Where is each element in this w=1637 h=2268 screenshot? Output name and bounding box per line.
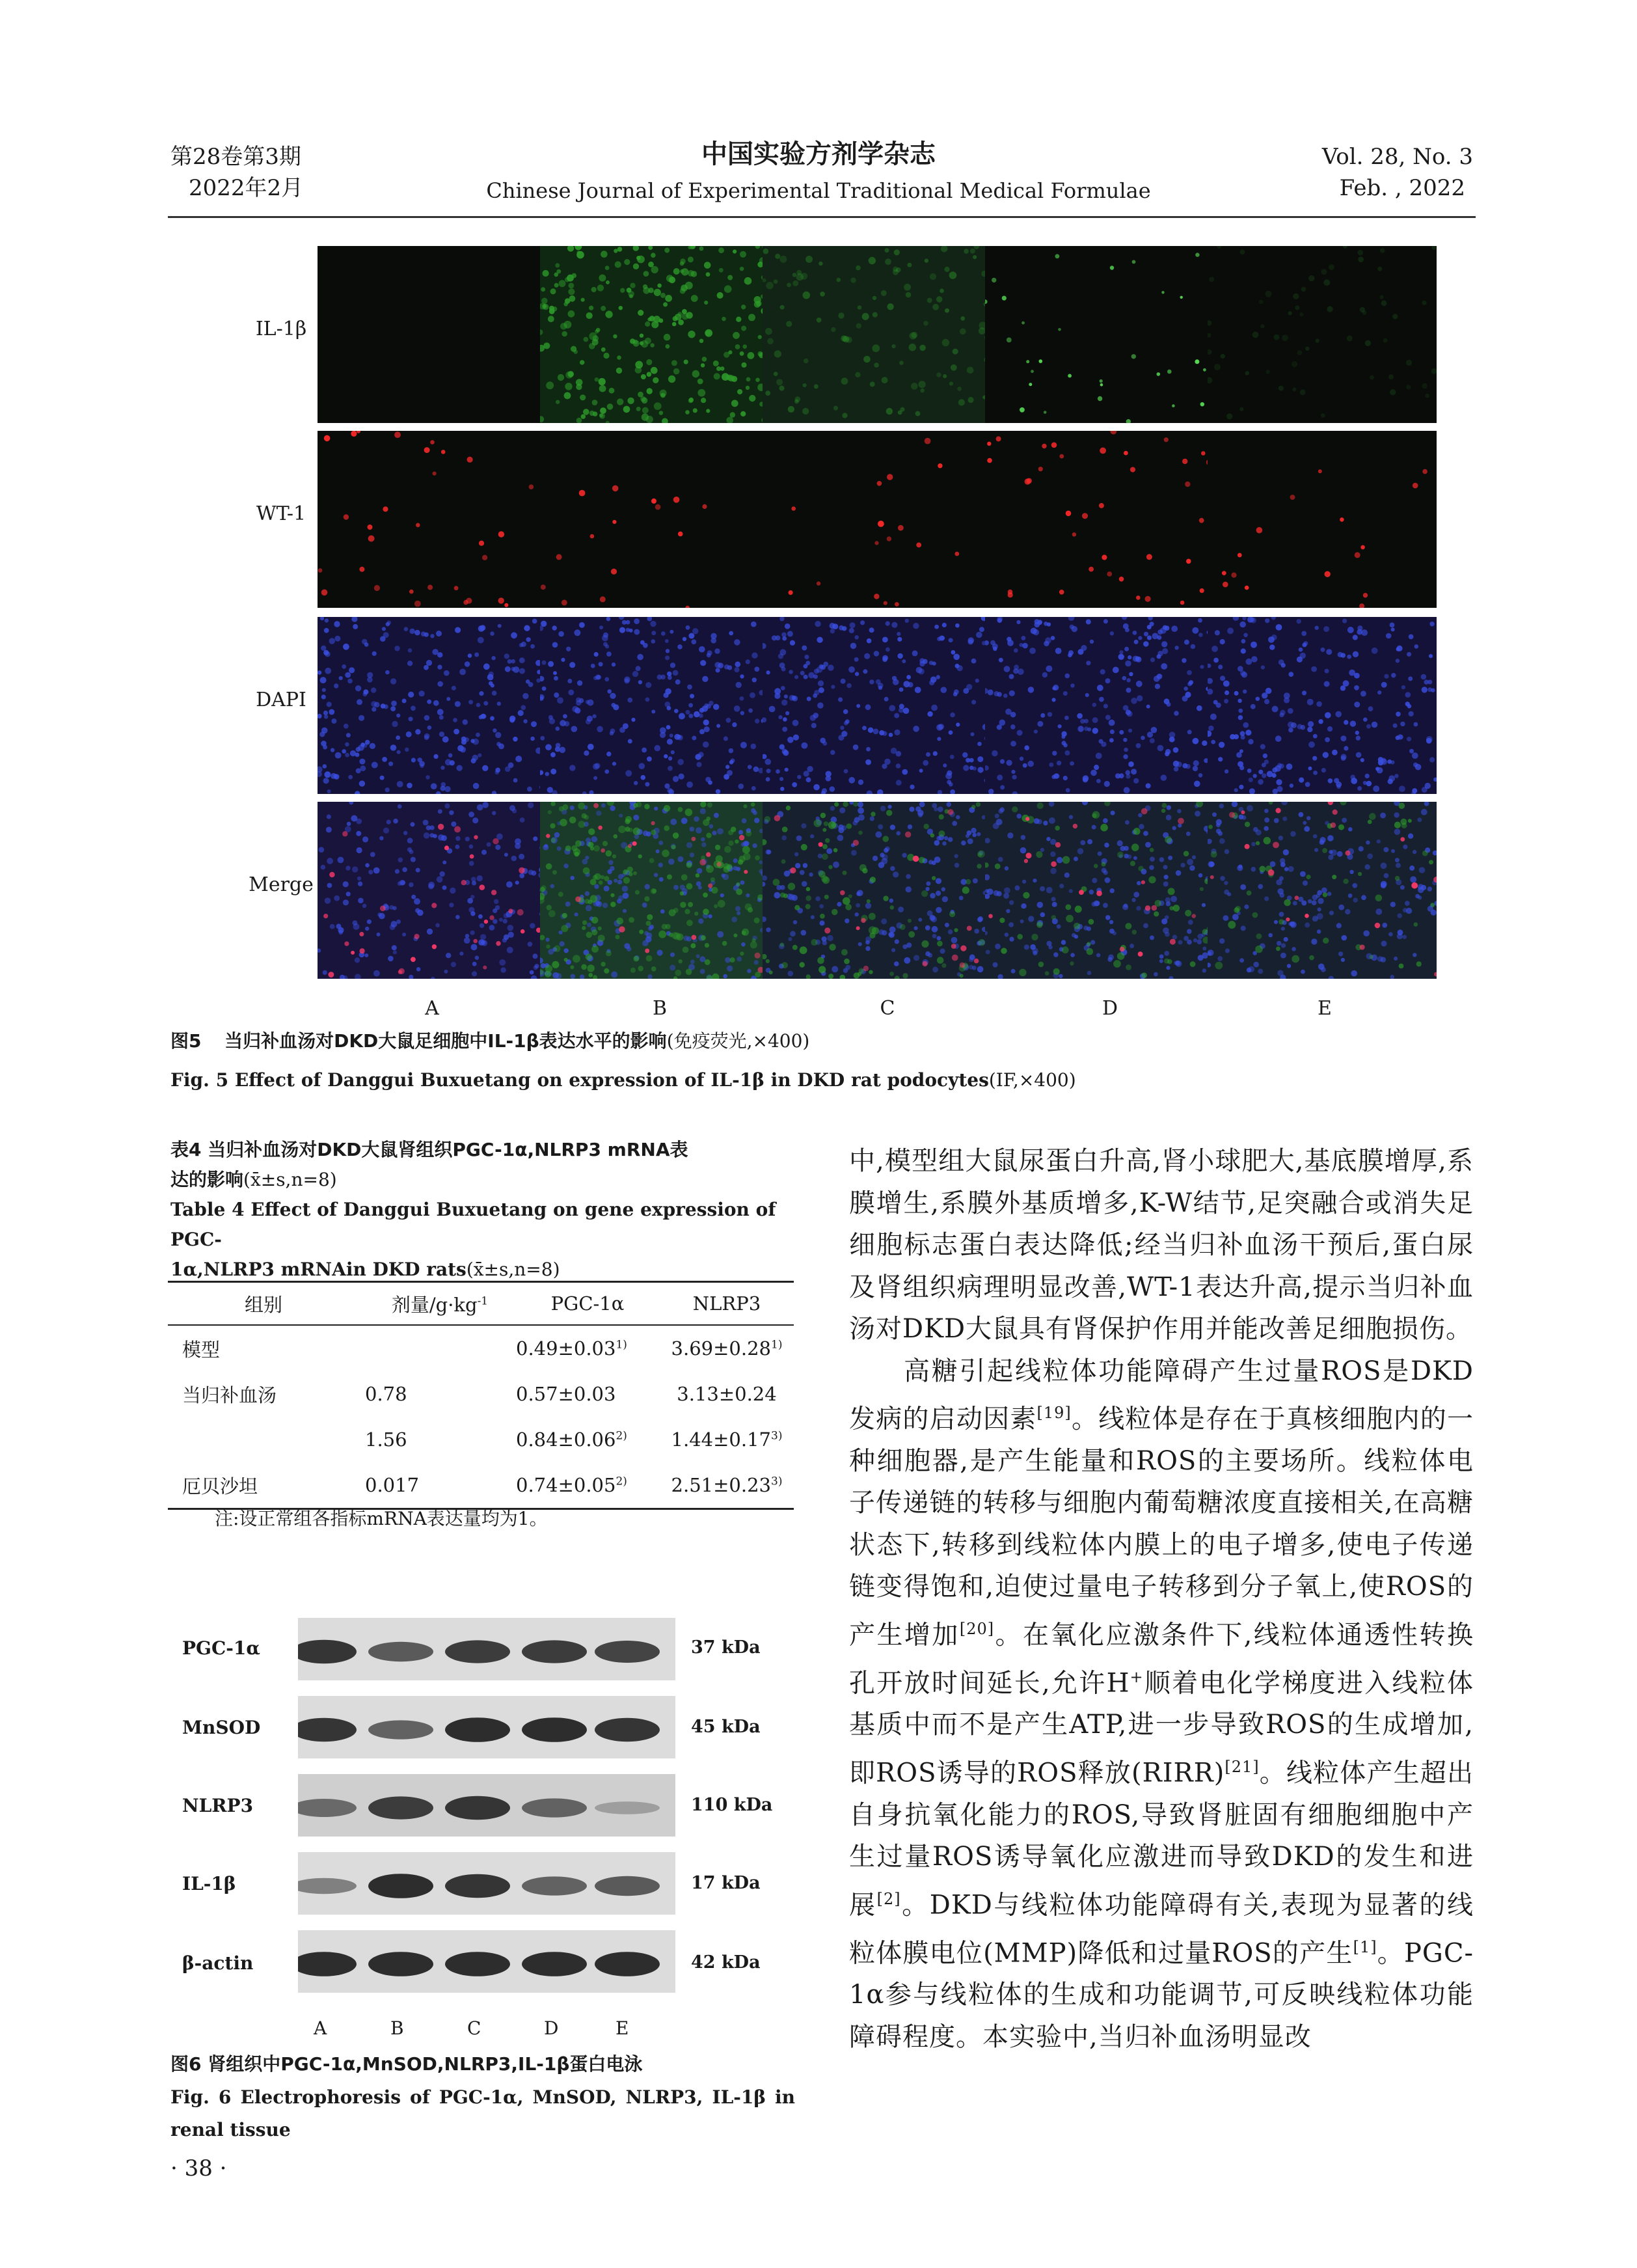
- col-header-dose: 剂量$/g\cdot kg^{-1}$: [345, 1282, 515, 1326]
- lane-label-c: C: [467, 2017, 481, 2039]
- figure-6-caption-en-line1: Fig. 6 Electrophoresis of PGC-1α, MnSOD, NLRP3, IL-1β in: [170, 2086, 795, 2108]
- blot-band: [445, 1796, 510, 1820]
- blot-label-pgc1a: PGC-1α: [182, 1637, 260, 1659]
- blot-band: [368, 1874, 433, 1898]
- issue-date: 2022年2月: [189, 175, 304, 201]
- row-label-dapi: DAPI: [256, 689, 306, 711]
- journal-title-cn: 中国实验方剂学杂志: [701, 139, 936, 169]
- panel-wt1-e: [1208, 431, 1437, 608]
- blot-band: [522, 1798, 587, 1817]
- journal-title-en: Chinese Journal of Experimental Traditional Medical Formulae: [486, 178, 1151, 203]
- table-row: 模型 $0.49\pm 0.03^{1)}$ $3.69\pm 0.28^{1)}$: [182, 1337, 783, 1361]
- blot-band: [595, 1641, 660, 1663]
- citation-1: [1]: [1353, 1937, 1377, 1956]
- citation-21: [21]: [1224, 1757, 1260, 1776]
- blot-band: [522, 1717, 587, 1742]
- kda-mnsod: 45 kDa: [691, 1717, 761, 1737]
- panel-merge-a: [318, 802, 547, 979]
- blot-band: [595, 1801, 660, 1814]
- blot-strip-mnsod: [298, 1696, 675, 1758]
- blot-label-il1b: IL-1β: [182, 1873, 236, 1894]
- blot-label-bactin: β-actin: [182, 1952, 254, 1974]
- row-label-merge: Merge: [249, 873, 314, 896]
- col-header-group: 组别: [168, 1282, 345, 1326]
- date-en: Feb. , 2022: [1339, 175, 1465, 201]
- lane-label-e: E: [616, 2017, 629, 2039]
- panel-merge-c: [763, 802, 992, 979]
- panel-wt1-c: [763, 431, 992, 608]
- col-header-nlrp3: NLRP3: [660, 1282, 794, 1326]
- blot-label-mnsod: MnSOD: [182, 1717, 261, 1738]
- blot-strip-actin: [298, 1930, 675, 1993]
- col-header-pgc1a: PGC-1α: [515, 1282, 660, 1326]
- kda-il1b: 17 kDa: [691, 1873, 761, 1893]
- panel-wt1-a: [318, 431, 547, 608]
- row-label-il1b: IL-1β: [255, 318, 307, 340]
- volume-en: Vol. 28, No. 3: [1321, 144, 1473, 170]
- blot-strip-pgc1: [298, 1618, 675, 1680]
- paragraph-2: 高糖引起线粒体功能障碍产生过量ROS是DKD发病的启动因素[19]。线粒体是存在于真核细胞内的一种细胞器,是产生能量和ROS的主要场所。线粒体电子传递链的转移与细胞内葡萄糖浓度直接相关,在高糖状态下,转移到线粒体内膜上的电子增多,使电子传递链变得饱和,迫使过量电子转移到分子氧上,使ROS的产生增加[20]。在氧化应激条件下,线粒体通透性转换孔开放时间延长,允许H+顺着电化学梯度进入线粒体基质中而不是产生ATP,进一步导致ROS的生成增加,即ROS诱导的ROS释放(RIRR)[21]。线粒体产生超出自身抗氧化能力的ROS,导致肾脏固有细胞细胞中产生过量ROS诱导氧化应激进而导致DKD的发生和进展[2]。DKD与线粒体功能障碍有关,表现为显著的线粒体膜电位(MMP)降低和过量ROS的产生[1]。PGC-1α参与线粒体的生成和功能调节,可反映线粒体功能障碍程度。本实验中,当归补血汤明显改: [849, 1356, 1474, 2052]
- body-text: [849, 1140, 1474, 2058]
- panel-il1b-d: [985, 246, 1214, 423]
- col-label-a: A: [425, 997, 439, 1020]
- blot-band: [445, 1640, 510, 1663]
- figure-5-caption-en: Fig. 5 Effect of Danggui Buxuetang on expression of IL-1β in DKD rat podocytes(IF,×400): [170, 1069, 1076, 1091]
- citation-2: [2]: [876, 1889, 901, 1908]
- blot-band: [445, 1717, 510, 1742]
- figure-5-caption-cn: 图5 当归补血汤对DKD大鼠足细胞中IL-1β表达水平的影响(免疫荧光,×400): [170, 1030, 810, 1052]
- citation-19: [19]: [1036, 1404, 1072, 1422]
- panel-dapi-a: [318, 617, 547, 794]
- blot-band: [522, 1952, 587, 1976]
- kda-bactin: 42 kDa: [691, 1952, 761, 1973]
- blot-band: [368, 1642, 433, 1661]
- panel-il1b-c: [763, 246, 992, 423]
- blot-strip-il1: [298, 1852, 675, 1915]
- volume-issue: 第28卷第3期: [170, 144, 301, 170]
- page-number: · 38 ·: [170, 2155, 227, 2181]
- table-row: 1.56 $0.84\pm 0.06^{2)}$ $1.44\pm 0.17^{3)}$: [365, 1428, 783, 1451]
- lane-label-b: B: [390, 2017, 404, 2039]
- panel-dapi-b: [540, 617, 769, 794]
- col-label-d: D: [1102, 997, 1118, 1020]
- table-4-title-cn-line1: 表4 当归补血汤对DKD大鼠肾组织PGC-1α,NLRP3 mRNA表: [170, 1139, 688, 1160]
- blot-band: [445, 1874, 510, 1898]
- figure-6-caption-en-line2: renal tissue: [170, 2119, 291, 2140]
- panel-merge-b: [540, 802, 769, 979]
- table-4-title: 表4 当归补血汤对DKD大鼠肾组织PGC-1α,NLRP3 mRNA表 达的影响(x̄±s,n=8) Table 4 Effect of Danggui Buxuetang on gene expression of PGC- 1α,NLRP3 mRNAin DKD rats(x̄±s,n=8): [170, 1135, 795, 1285]
- panel-wt1-d: [985, 431, 1214, 608]
- table-header-row: [168, 1282, 794, 1326]
- lane-label-a: A: [314, 2017, 327, 2039]
- blot-band: [595, 1718, 660, 1742]
- blot-band: [595, 1952, 660, 1976]
- kda-pgc1a: 37 kDa: [691, 1637, 761, 1658]
- panel-wt1-b: [540, 431, 769, 608]
- lane-label-d: D: [544, 2017, 559, 2039]
- figure-6-caption-cn: 图6 肾组织中PGC-1α,MnSOD,NLRP3,IL-1β蛋白电泳: [170, 2053, 643, 2075]
- citation-20: [20]: [959, 1619, 995, 1638]
- blot-band: [595, 1876, 660, 1896]
- panel-il1b-e: [1208, 246, 1437, 423]
- figure-5: [0, 0, 1637, 1020]
- blot-label-nlrp3: NLRP3: [182, 1795, 254, 1816]
- col-label-c: C: [880, 997, 895, 1020]
- table-4: [168, 1281, 794, 1510]
- blot-band: [368, 1720, 433, 1739]
- table-4-title-en-line1: Table 4 Effect of Danggui Buxuetang on gene expression of PGC-: [170, 1199, 776, 1250]
- blot-band: [522, 1640, 587, 1663]
- panel-merge-e: [1208, 802, 1437, 979]
- panel-il1b-b: [540, 246, 769, 423]
- col-label-b: B: [652, 997, 668, 1020]
- panel-dapi-c: [763, 617, 992, 794]
- panel-dapi-d: [985, 617, 1214, 794]
- panel-merge-d: [985, 802, 1214, 979]
- kda-nlrp3: 110 kDa: [691, 1795, 773, 1815]
- table-4-note: 注:设正常组各指标mRNA表达量均为1。: [215, 1508, 548, 1529]
- blot-band: [368, 1796, 433, 1819]
- panel-il1b-a: [318, 246, 547, 423]
- blot-band: [368, 1952, 433, 1976]
- table-row: 厄贝沙坦 0.017 $0.74\pm 0.05^{2)}$ $2.51\pm 0.23^{3)}$: [168, 1462, 794, 1509]
- blot-strip-nlrp3: [298, 1774, 675, 1837]
- paragraph-1: 中,模型组大鼠尿蛋白升高,肾小球肥大,基底膜增厚,系膜增生,系膜外基质增多,K-W结节,足突融合或消失足细胞标志蛋白表达降低;经当归补血汤干预后,蛋白尿及肾组织病理明显改善,WT-1表达升高,提示当归补血汤对DKD大鼠具有肾保护作用并能改善足细胞损伤。: [849, 1146, 1474, 1344]
- row-label-wt1: WT-1: [256, 502, 306, 525]
- blot-band: [522, 1876, 587, 1895]
- panel-dapi-e: [1208, 617, 1437, 794]
- col-label-e: E: [1318, 997, 1332, 1020]
- table-row: 当归补血汤 0.78 0.57±0.03 3.13±0.24: [182, 1383, 777, 1406]
- blot-band: [445, 1952, 510, 1976]
